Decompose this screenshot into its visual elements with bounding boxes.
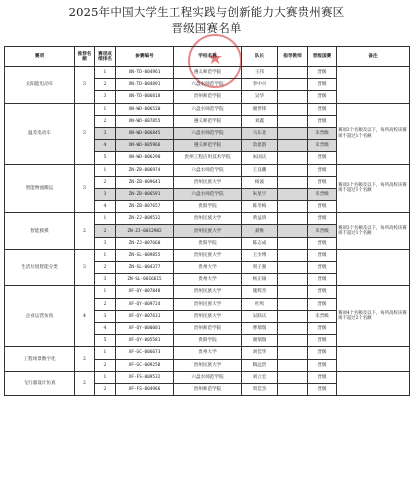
results-table [4,46,410,396]
teacher-cell [278,115,308,127]
note-cell: 赛项3个名额及以下，每所高校该赛项不超过1个名额 [337,103,410,164]
code-cell: ZN-SL-004377 [116,262,174,274]
rank-cell: 3 [95,274,116,286]
header-leader: 队长 [242,47,278,67]
status-cell: 晋级 [308,274,337,286]
code-cell: XN-WD-007855 [116,115,174,127]
teacher-cell [278,225,308,237]
teacher-cell [278,371,308,383]
leader-cell: 陶远贵 [242,359,278,371]
rank-cell: 2 [95,79,116,91]
rank-cell: 4 [95,140,116,152]
school-cell: 贵州大学 [174,274,242,286]
header-school: 学校名称 [174,47,242,67]
school-cell: 贵州民族大学 [174,225,242,237]
code-cell: ZN-ZB-006974 [116,164,174,176]
teacher-cell [278,91,308,103]
leader-cell: 杜鸣 [242,298,278,310]
code-cell: ZN-ZB-006591 [116,188,174,200]
leader-cell: 陈冬梅 [242,201,278,213]
teacher-cell [278,347,308,359]
teacher-cell [278,176,308,188]
rank-cell: 4 [95,201,116,213]
leader-cell: 吴联庆 [242,310,278,322]
rank-cell: 3 [95,188,116,200]
header-event: 赛项 [5,47,75,67]
code-cell: XF-FS-004966 [116,383,174,395]
school-cell: 贵州民族大学 [174,310,242,322]
teacher-cell [278,103,308,115]
quota-cell: 2 [75,213,95,250]
leader-cell: 谢瑞瑞 [242,335,278,347]
school-cell: 遵义师范学院 [174,140,242,152]
event-name-cell: 工程场景数字化 [5,347,75,371]
leader-cell: 杨正锡 [242,274,278,286]
status-cell: 晋级 [308,335,337,347]
status-cell: 晋级 [308,103,337,115]
rank-cell: 2 [95,383,116,395]
leader-cell: 杨波 [242,176,278,188]
rank-cell: 1 [95,249,116,261]
code-cell: ZN-SL-0016615 [116,274,174,286]
status-cell: 晋级 [308,79,337,91]
school-cell: 六盘水师范学院 [174,188,242,200]
leader-cell: 施辉杰 [242,286,278,298]
status-cell: 晋级 [308,67,337,79]
table-row [5,67,410,79]
teacher-cell [278,201,308,213]
status-cell: 晋级 [308,383,337,395]
school-cell: 贵阳学院 [174,237,242,249]
teacher-cell [278,310,308,322]
note-cell: 赛项3个名额及以下，每所高校该赛项不超过1个名额 [337,164,410,213]
teacher-cell [278,274,308,286]
table-row [5,371,410,383]
status-cell: 未晋级 [308,225,337,237]
status-cell: 晋级 [308,286,337,298]
code-cell: XF-QY-007631 [116,310,174,322]
rank-cell: 5 [95,152,116,164]
leader-cell: 李中兴 [242,79,278,91]
rank-cell: 1 [95,347,116,359]
event-name-cell: 企业运营仿真 [5,286,75,347]
event-name-cell: 智能救援 [5,213,75,250]
code-cell: XF-QY-005581 [116,335,174,347]
status-cell: 晋级 [308,298,337,310]
school-cell: 遵义师范学院 [174,67,242,79]
code-cell: XN-TD-004891 [116,79,174,91]
document-title: 2025年中国大学生工程实践与创新能力大赛贵州赛区 [68,5,345,19]
leader-cell: 朱国庆 [242,152,278,164]
note-cell [337,347,410,371]
teacher-cell [278,188,308,200]
school-cell: 贵州师范学院 [174,322,242,334]
code-cell: XF-FS-009532 [116,371,174,383]
event-name-cell: 飞行器设计仿真 [5,371,75,395]
table-header-row [5,47,410,67]
rank-cell: 1 [95,371,116,383]
code-cell: XN-WD-005966 [116,140,174,152]
school-cell: 六盘水师范学院 [174,164,242,176]
rank-cell: 4 [95,322,116,334]
teacher-cell [278,213,308,225]
status-cell: 晋级 [308,322,337,334]
header-note: 备注 [337,47,410,67]
code-cell: XF-GC-009258 [116,359,174,371]
leader-cell: 王伟 [242,67,278,79]
rank-cell: 2 [95,115,116,127]
rank-cell: 3 [95,310,116,322]
status-cell: 晋级 [308,213,337,225]
note-cell [337,371,410,395]
table-row [5,164,410,176]
school-cell: 贵州民族大学 [174,249,242,261]
code-cell: XF-GC-006673 [116,347,174,359]
status-cell: 晋级 [308,176,337,188]
table-row [5,249,410,261]
school-cell: 贵阳学院 [174,335,242,347]
leader-cell: 聂维 [242,225,278,237]
quota-cell: 3 [75,67,95,104]
quota-cell: 4 [75,286,95,347]
code-cell: XN-WD-006290 [116,152,174,164]
rank-cell: 5 [95,335,116,347]
status-cell: 未晋级 [308,188,337,200]
code-cell: ZN-SL-009855 [116,249,174,261]
leader-cell: 刘立宏 [242,371,278,383]
school-cell: 贵州民族大学 [174,213,242,225]
leader-cell: 周子强 [242,262,278,274]
leader-cell: 王良鹏 [242,164,278,176]
code-cell: ZN-ZB-007657 [116,201,174,213]
rank-cell: 3 [95,127,116,139]
event-name-cell: 温差电动车 [5,103,75,164]
school-cell: 六盘水师范学院 [174,79,242,91]
status-cell: 晋级 [308,201,337,213]
header-teacher: 指导教师 [278,47,308,67]
quota-cell: 3 [75,103,95,164]
teacher-cell [278,286,308,298]
status-cell: 未晋级 [308,310,337,322]
code-cell: ZN-ZJ-007660 [116,237,174,249]
note-cell [337,249,410,286]
school-cell: 六盘水师范学院 [174,103,242,115]
leader-cell: 王少博 [242,249,278,261]
status-cell: 未晋级 [308,127,337,139]
code-cell: XN-WD-006530 [116,103,174,115]
table-row [5,347,410,359]
leader-cell: 马东北 [242,127,278,139]
school-cell: 贵州民族大学 [174,298,242,310]
school-cell: 贵州民族大学 [174,286,242,298]
leader-cell: 陈志成 [242,237,278,249]
leader-cell: 吴华 [242,91,278,103]
leader-cell: 刘佳华 [242,347,278,359]
code-cell: XF-QY-009724 [116,298,174,310]
table-row [5,286,410,298]
event-name-cell: 生活垃圾智能分类 [5,249,75,286]
school-cell: 贵州大学 [174,262,242,274]
school-cell: 贵州民族大学 [174,359,242,371]
teacher-cell [278,249,308,261]
code-cell: XN-TD-004961 [116,67,174,79]
teacher-cell [278,359,308,371]
document-subtitle: 晋级国赛名单 [171,21,242,35]
table-row [5,213,410,225]
leader-cell: 谢世锋 [242,103,278,115]
teacher-cell [278,335,308,347]
teacher-cell [278,322,308,334]
teacher-cell [278,164,308,176]
teacher-cell [278,152,308,164]
teacher-cell [278,127,308,139]
status-cell: 未晋级 [308,140,337,152]
status-cell: 晋级 [308,359,337,371]
school-cell: 贵州大学 [174,347,242,359]
school-cell: 六盘水师范学院 [174,371,242,383]
header-status: 晋级国赛 [308,47,337,67]
school-cell: 贵州民族大学 [174,176,242,188]
leader-cell: 曹瑞瑞 [242,322,278,334]
code-cell: ZN-ZB-009641 [116,176,174,188]
status-cell: 晋级 [308,347,337,359]
leader-cell: 黄益鸿 [242,213,278,225]
school-cell: 贵州师范学院 [174,383,242,395]
teacher-cell [278,140,308,152]
teacher-cell [278,383,308,395]
rank-cell: 2 [95,298,116,310]
rank-cell: 2 [95,176,116,188]
status-cell: 晋级 [308,115,337,127]
quota-cell: 3 [75,249,95,286]
event-name-cell: 太阳能电动车 [5,67,75,104]
school-cell: 贵阳学院 [174,201,242,213]
rank-cell: 1 [95,103,116,115]
status-cell: 晋级 [308,164,337,176]
school-cell: 六盘水师范学院 [174,127,242,139]
rank-cell: 2 [95,262,116,274]
teacher-cell [278,79,308,91]
rank-cell: 3 [95,237,116,249]
table-row [5,103,410,115]
code-cell: ZN-ZJ-0012982 [116,225,174,237]
header-code: 参赛编号 [116,47,174,67]
status-cell: 晋级 [308,152,337,164]
note-cell: 赛项3个名额及以下，每所高校该赛项不超过1个名额 [337,213,410,250]
header-quota: 推荐名额 [75,47,95,67]
quota-cell: 3 [75,164,95,213]
note-cell: 赛项4个名额及以下，每所高校该赛项不超过2个名额 [337,286,410,347]
leader-cell: 刘鑫 [242,115,278,127]
rank-cell: 1 [95,213,116,225]
teacher-cell [278,237,308,249]
teacher-cell [278,67,308,79]
note-cell [337,67,410,104]
header-rank: 赛项成绩排名 [95,47,116,67]
leader-cell: 朱星宇 [242,188,278,200]
quota-cell: 2 [75,347,95,371]
school-cell: 贵州工程应用技术学院 [174,152,242,164]
rank-cell: 2 [95,359,116,371]
rank-cell: 1 [95,286,116,298]
status-cell: 晋级 [308,262,337,274]
code-cell: XN-WD-006845 [116,127,174,139]
school-cell: 遵义师范学院 [174,115,242,127]
status-cell: 晋级 [308,371,337,383]
code-cell: XF-QY-007848 [116,286,174,298]
status-cell: 晋级 [308,237,337,249]
code-cell: XF-QY-000001 [116,322,174,334]
status-cell: 晋级 [308,91,337,103]
code-cell: XN-TD-006818 [116,91,174,103]
quota-cell: 2 [75,371,95,395]
teacher-cell [278,262,308,274]
rank-cell: 2 [95,225,116,237]
rank-cell: 1 [95,164,116,176]
status-cell: 晋级 [308,249,337,261]
leader-cell: 余思韵 [242,140,278,152]
teacher-cell [278,298,308,310]
rank-cell: 3 [95,91,116,103]
rank-cell: 1 [95,67,116,79]
event-name-cell: 智能物流搬运 [5,164,75,213]
leader-cell: 周佳杰 [242,383,278,395]
school-cell: 贵州师范学院 [174,91,242,103]
code-cell: ZN-ZJ-009532 [116,213,174,225]
